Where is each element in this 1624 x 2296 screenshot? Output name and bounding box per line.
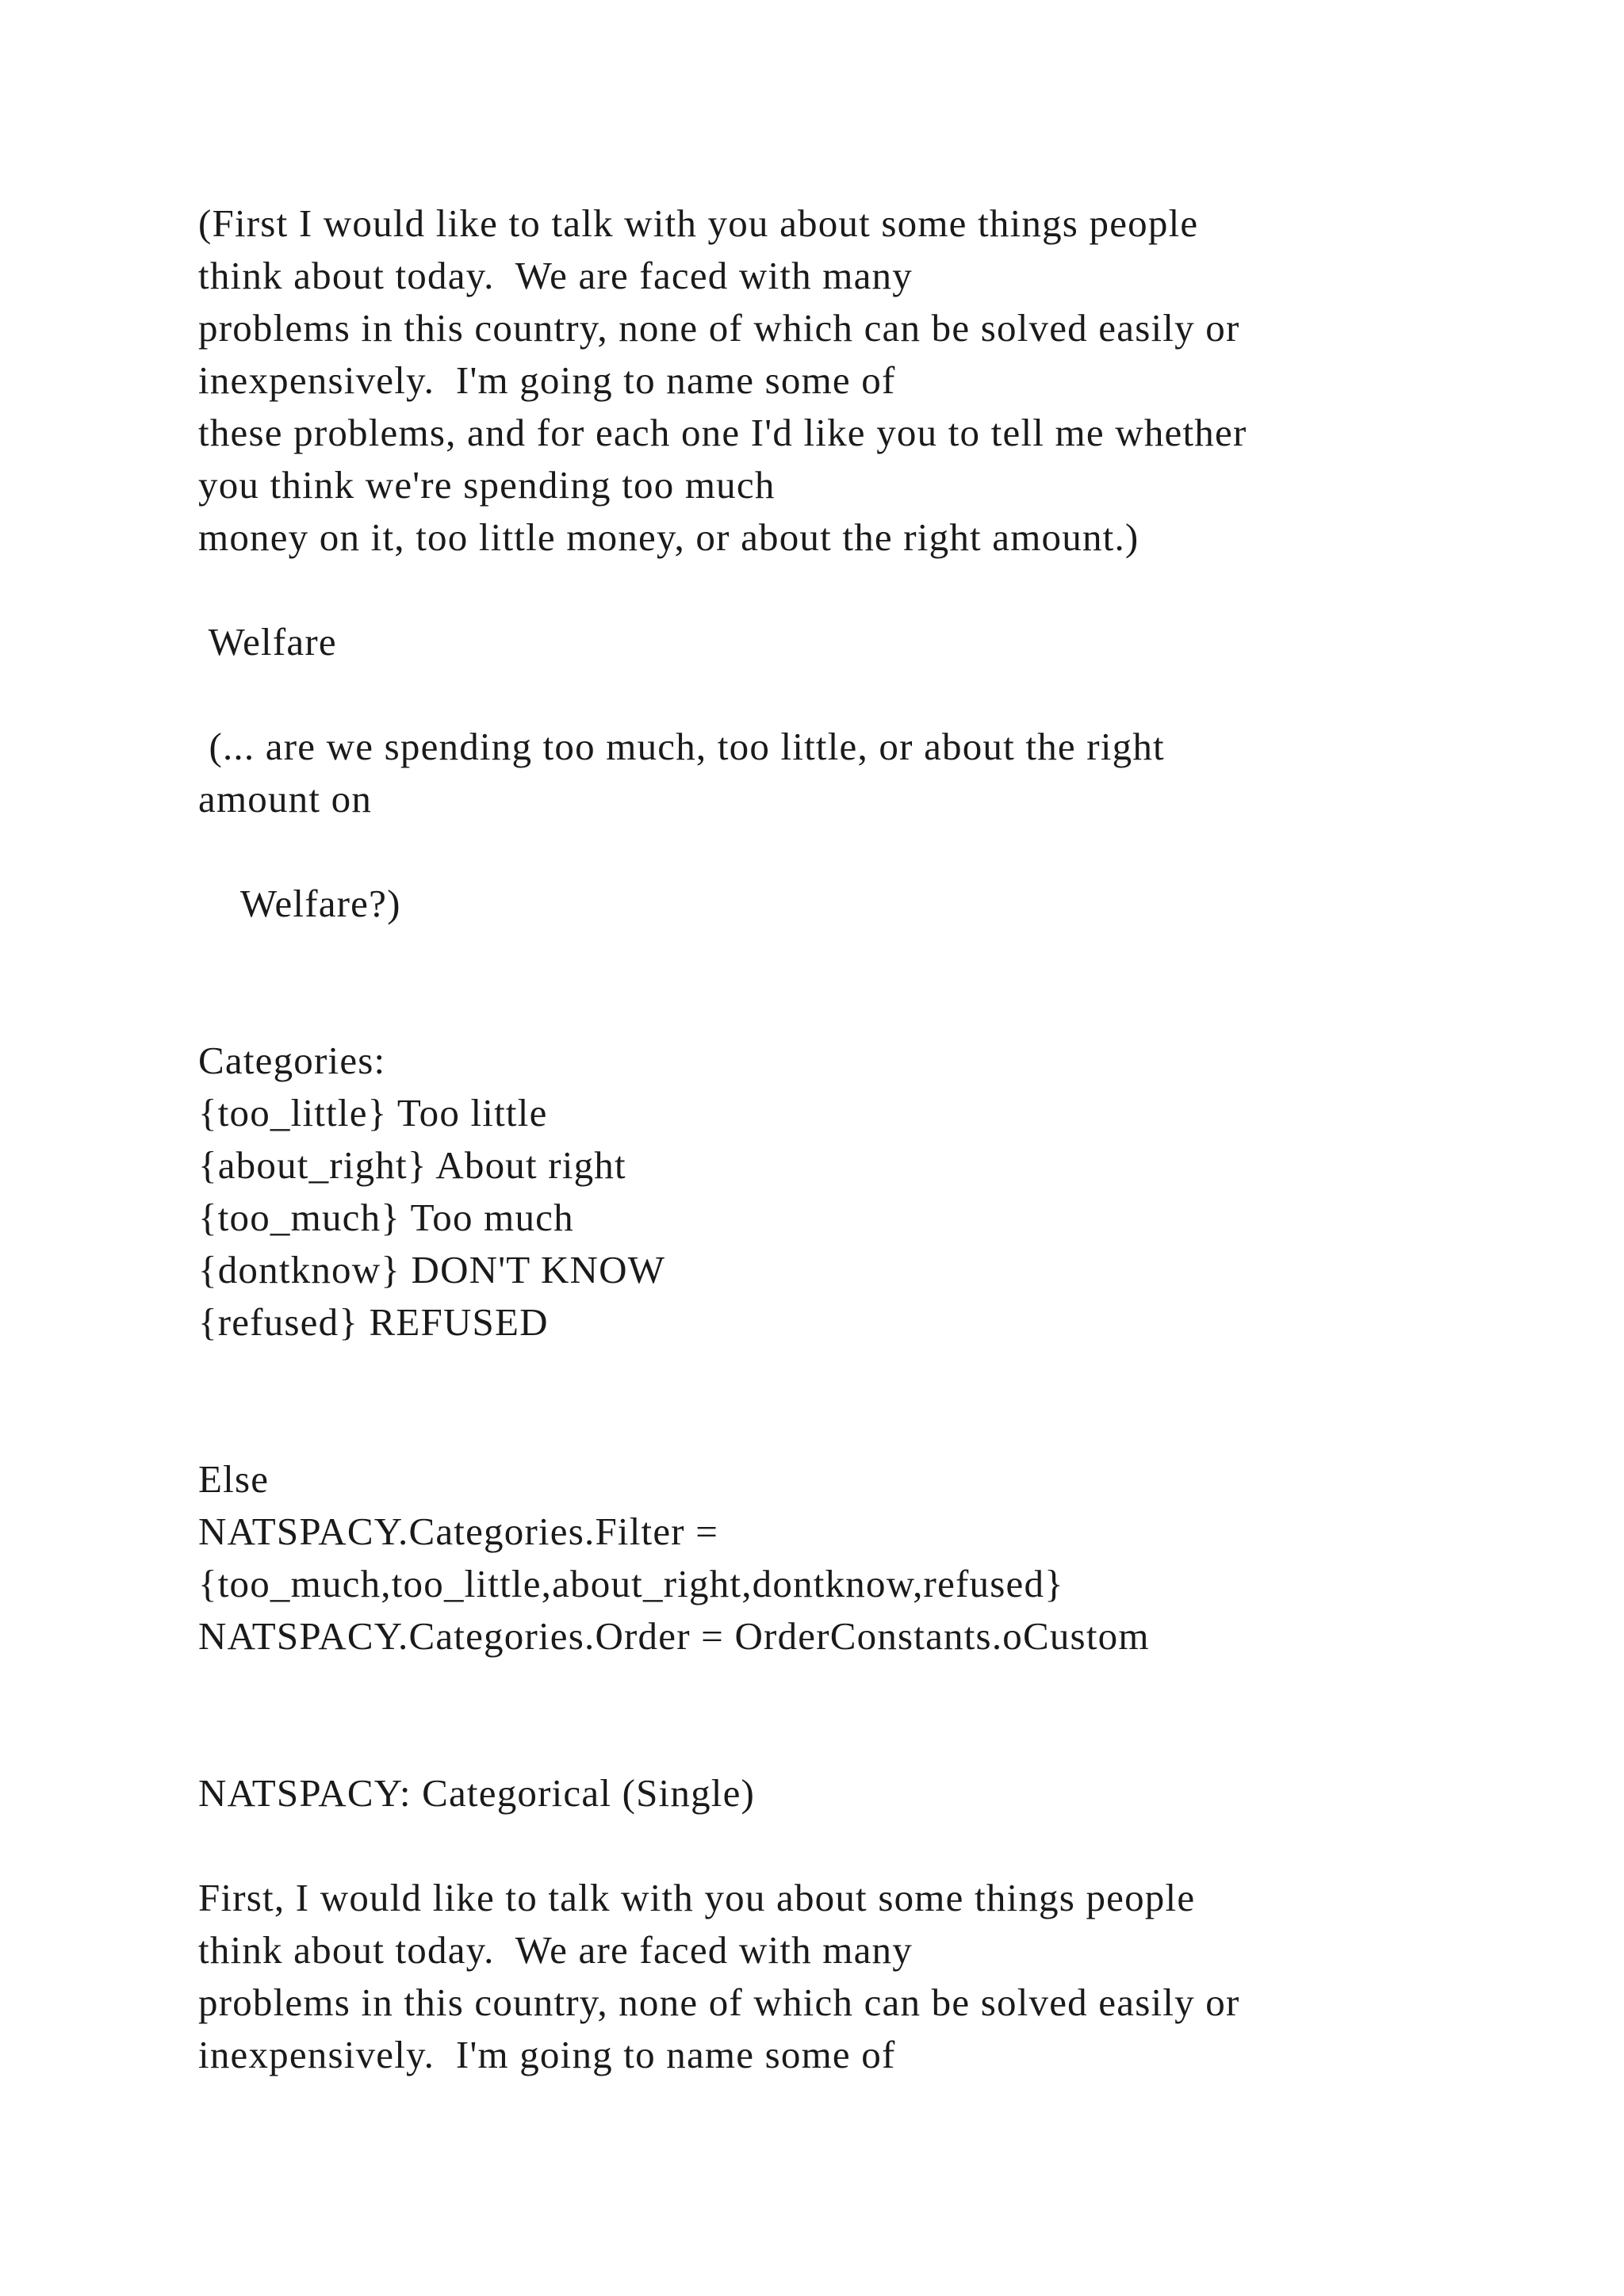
filter-assignment: NATSPACY.Categories.Filter =: [198, 1510, 719, 1553]
intro-line: problems in this country, none of which can be solved easily or: [198, 306, 1240, 350]
else-keyword: Else: [198, 1457, 270, 1501]
intro-line: inexpensively. I'm going to name some of: [198, 358, 896, 402]
intro-line: money on it, too little money, or about the right amount.): [198, 515, 1139, 559]
variable-heading: NATSPACY: Categorical (Single): [198, 1771, 756, 1815]
question-line: First, I would like to talk with you about some things people: [198, 1876, 1196, 1919]
probe-line: Welfare?): [198, 882, 401, 925]
category-item: {too_little} Too little: [198, 1091, 548, 1135]
probe-line: (... are we spending too much, too little, or about the right: [198, 725, 1165, 768]
categories-heading: Categories:: [198, 1039, 386, 1082]
question-line: think about today. We are faced with many: [198, 1928, 913, 1972]
category-item: {about_right} About right: [198, 1143, 626, 1187]
question-line: problems in this country, none of which can be solved easily or: [198, 1980, 1240, 2024]
intro-line: you think we're spending too much: [198, 463, 776, 507]
category-item: {refused} REFUSED: [198, 1300, 549, 1344]
intro-line: these problems, and for each one I'd like you to tell me whether: [198, 411, 1247, 454]
intro-line: think about today. We are faced with many: [198, 254, 913, 297]
filter-values: {too_much,too_little,about_right,dontknow,refused}: [198, 1562, 1064, 1605]
probe-line: amount on: [198, 777, 373, 821]
category-item: {dontknow} DON'T KNOW: [198, 1248, 666, 1292]
category-item: {too_much} Too much: [198, 1196, 574, 1239]
intro-line: (First I would like to talk with you about some things people: [198, 201, 1199, 245]
order-assignment: NATSPACY.Categories.Order = OrderConstants.oCustom: [198, 1614, 1150, 1658]
topic-label: Welfare: [198, 620, 337, 664]
question-line: inexpensively. I'm going to name some of: [198, 2033, 896, 2076]
